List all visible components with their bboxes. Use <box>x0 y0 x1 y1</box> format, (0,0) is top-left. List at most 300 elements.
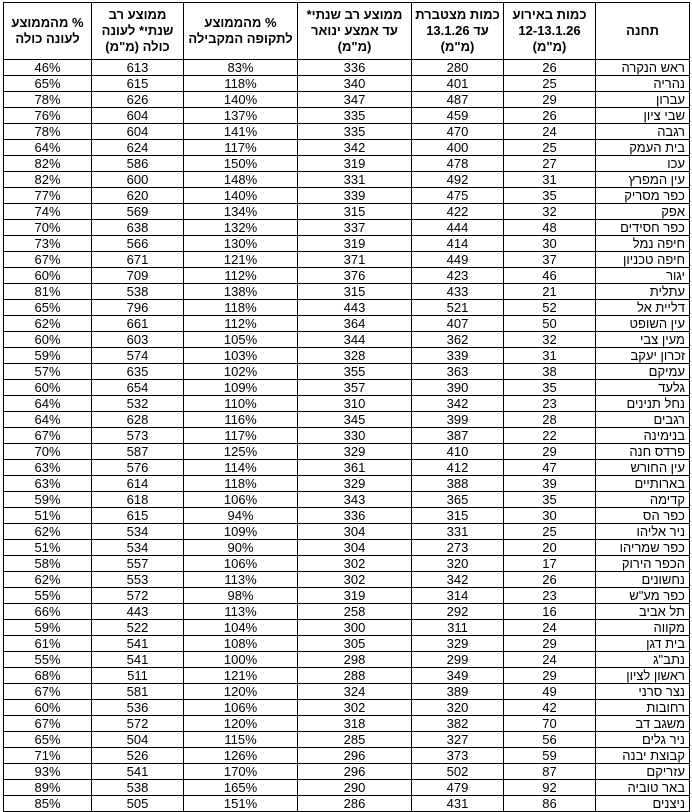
station-cell: ניר אליהו <box>596 524 690 540</box>
event-amount-cell: 46 <box>504 268 596 284</box>
annual-mean-cell: 586 <box>92 156 184 172</box>
percent-of-period-cell: 115% <box>184 732 298 748</box>
table-row <box>4 204 690 220</box>
annual-mean-cell: 566 <box>92 236 184 252</box>
cumulative-amount-cell: 433 <box>412 284 504 300</box>
annual-mean-cell: 587 <box>92 444 184 460</box>
table-row <box>4 620 690 636</box>
period-mean-cell: 330 <box>298 428 412 444</box>
percent-of-period-cell: 118% <box>184 76 298 92</box>
period-mean-cell: 296 <box>298 748 412 764</box>
event-amount-cell: 59 <box>504 748 596 764</box>
period-mean-cell: 329 <box>298 444 412 460</box>
cumulative-amount-cell: 388 <box>412 476 504 492</box>
percent-of-annual-cell: 68% <box>4 668 92 684</box>
period-mean-cell: 285 <box>298 732 412 748</box>
percent-of-period-cell: 114% <box>184 460 298 476</box>
percent-of-period-cell: 118% <box>184 300 298 316</box>
percent-of-period-cell: 106% <box>184 492 298 508</box>
percent-of-annual-cell: 55% <box>4 652 92 668</box>
annual-mean-cell: 522 <box>92 620 184 636</box>
cumulative-amount-cell: 478 <box>412 156 504 172</box>
annual-mean-cell: 620 <box>92 188 184 204</box>
period-mean-cell: 336 <box>298 508 412 524</box>
period-mean-cell: 305 <box>298 636 412 652</box>
cumulative-amount-cell: 292 <box>412 604 504 620</box>
event-amount-cell: 24 <box>504 124 596 140</box>
annual-mean-cell: 576 <box>92 460 184 476</box>
cumulative-amount-cell: 365 <box>412 492 504 508</box>
period-mean-cell: 300 <box>298 620 412 636</box>
percent-of-period-cell: 83% <box>184 60 298 76</box>
annual-mean-cell: 654 <box>92 380 184 396</box>
table-row <box>4 156 690 172</box>
percent-of-annual-cell: 63% <box>4 460 92 476</box>
percent-of-period-cell: 138% <box>184 284 298 300</box>
table-row <box>4 332 690 348</box>
percent-of-annual-cell: 89% <box>4 780 92 796</box>
header-event-amount: כמות באירוע 12-13.1.26 (מ"מ) <box>504 3 596 60</box>
period-mean-cell: 318 <box>298 716 412 732</box>
annual-mean-cell: 505 <box>92 796 184 812</box>
rainfall-table <box>3 2 690 812</box>
cumulative-amount-cell: 401 <box>412 76 504 92</box>
cumulative-amount-cell: 349 <box>412 668 504 684</box>
period-mean-cell: 342 <box>298 140 412 156</box>
table-row <box>4 780 690 796</box>
table-row <box>4 236 690 252</box>
event-amount-cell: 52 <box>504 300 596 316</box>
annual-mean-cell: 600 <box>92 172 184 188</box>
percent-of-annual-cell: 77% <box>4 188 92 204</box>
table-row <box>4 300 690 316</box>
percent-of-period-cell: 148% <box>184 172 298 188</box>
cumulative-amount-cell: 382 <box>412 716 504 732</box>
event-amount-cell: 20 <box>504 540 596 556</box>
cumulative-amount-cell: 320 <box>412 556 504 572</box>
period-mean-cell: 302 <box>298 572 412 588</box>
percent-of-annual-cell: 67% <box>4 428 92 444</box>
annual-mean-cell: 604 <box>92 124 184 140</box>
period-mean-cell: 343 <box>298 492 412 508</box>
percent-of-annual-cell: 57% <box>4 364 92 380</box>
station-cell: עין המפרץ <box>596 172 690 188</box>
period-mean-cell: 357 <box>298 380 412 396</box>
annual-mean-cell: 541 <box>92 652 184 668</box>
cumulative-amount-cell: 423 <box>412 268 504 284</box>
table-row <box>4 524 690 540</box>
period-mean-cell: 302 <box>298 700 412 716</box>
cumulative-amount-cell: 280 <box>412 60 504 76</box>
percent-of-annual-cell: 74% <box>4 204 92 220</box>
table-row <box>4 700 690 716</box>
percent-of-annual-cell: 62% <box>4 316 92 332</box>
period-mean-cell: 336 <box>298 60 412 76</box>
cumulative-amount-cell: 412 <box>412 460 504 476</box>
event-amount-cell: 32 <box>504 332 596 348</box>
table-row <box>4 316 690 332</box>
station-cell: כפר שמריהו <box>596 540 690 556</box>
percent-of-annual-cell: 82% <box>4 156 92 172</box>
percent-of-period-cell: 134% <box>184 204 298 220</box>
station-cell: פרדס חנה <box>596 444 690 460</box>
percent-of-period-cell: 112% <box>184 316 298 332</box>
percent-of-annual-cell: 62% <box>4 524 92 540</box>
percent-of-annual-cell: 64% <box>4 412 92 428</box>
event-amount-cell: 92 <box>504 780 596 796</box>
period-mean-cell: 331 <box>298 172 412 188</box>
event-amount-cell: 17 <box>504 556 596 572</box>
table-row <box>4 220 690 236</box>
event-amount-cell: 35 <box>504 188 596 204</box>
cumulative-amount-cell: 487 <box>412 92 504 108</box>
percent-of-annual-cell: 59% <box>4 492 92 508</box>
event-amount-cell: 28 <box>504 412 596 428</box>
table-row <box>4 60 690 76</box>
annual-mean-cell: 538 <box>92 780 184 796</box>
event-amount-cell: 24 <box>504 652 596 668</box>
event-amount-cell: 25 <box>504 140 596 156</box>
period-mean-cell: 328 <box>298 348 412 364</box>
percent-of-annual-cell: 67% <box>4 716 92 732</box>
percent-of-period-cell: 118% <box>184 476 298 492</box>
station-cell: הכפר הירוק <box>596 556 690 572</box>
percent-of-period-cell: 117% <box>184 428 298 444</box>
annual-mean-cell: 796 <box>92 300 184 316</box>
event-amount-cell: 56 <box>504 732 596 748</box>
percent-of-annual-cell: 46% <box>4 60 92 76</box>
table-row <box>4 428 690 444</box>
cumulative-amount-cell: 342 <box>412 572 504 588</box>
period-mean-cell: 339 <box>298 188 412 204</box>
period-mean-cell: 364 <box>298 316 412 332</box>
percent-of-period-cell: 140% <box>184 188 298 204</box>
event-amount-cell: 27 <box>504 156 596 172</box>
header-multi-year-mean-to-mid-january: ממוצע רב שנתי* עד אמצע ינואר (מ"מ) <box>298 3 412 60</box>
event-amount-cell: 21 <box>504 284 596 300</box>
event-amount-cell: 31 <box>504 348 596 364</box>
percent-of-period-cell: 105% <box>184 332 298 348</box>
percent-of-annual-cell: 70% <box>4 220 92 236</box>
event-amount-cell: 30 <box>504 236 596 252</box>
cumulative-amount-cell: 470 <box>412 124 504 140</box>
event-amount-cell: 49 <box>504 684 596 700</box>
event-amount-cell: 32 <box>504 204 596 220</box>
percent-of-annual-cell: 64% <box>4 140 92 156</box>
event-amount-cell: 37 <box>504 252 596 268</box>
table-row <box>4 412 690 428</box>
annual-mean-cell: 581 <box>92 684 184 700</box>
station-cell: נתב"ג <box>596 652 690 668</box>
period-mean-cell: 290 <box>298 780 412 796</box>
cumulative-amount-cell: 407 <box>412 316 504 332</box>
table-row <box>4 348 690 364</box>
annual-mean-cell: 526 <box>92 748 184 764</box>
annual-mean-cell: 635 <box>92 364 184 380</box>
cumulative-amount-cell: 339 <box>412 348 504 364</box>
percent-of-period-cell: 110% <box>184 396 298 412</box>
annual-mean-cell: 534 <box>92 540 184 556</box>
station-cell: משגב דב <box>596 716 690 732</box>
cumulative-amount-cell: 320 <box>412 700 504 716</box>
percent-of-annual-cell: 65% <box>4 732 92 748</box>
annual-mean-cell: 628 <box>92 412 184 428</box>
period-mean-cell: 288 <box>298 668 412 684</box>
event-amount-cell: 23 <box>504 588 596 604</box>
event-amount-cell: 16 <box>504 604 596 620</box>
percent-of-annual-cell: 58% <box>4 556 92 572</box>
percent-of-period-cell: 150% <box>184 156 298 172</box>
percent-of-annual-cell: 76% <box>4 108 92 124</box>
percent-of-period-cell: 113% <box>184 572 298 588</box>
period-mean-cell: 319 <box>298 236 412 252</box>
header-percent-of-annual-mean: % מהממוצע לעונה כולה <box>4 3 92 60</box>
annual-mean-cell: 569 <box>92 204 184 220</box>
table-row <box>4 284 690 300</box>
event-amount-cell: 48 <box>504 220 596 236</box>
percent-of-annual-cell: 85% <box>4 796 92 812</box>
event-amount-cell: 29 <box>504 668 596 684</box>
annual-mean-cell: 572 <box>92 588 184 604</box>
annual-mean-cell: 626 <box>92 92 184 108</box>
station-cell: אפק <box>596 204 690 220</box>
header-row <box>4 3 690 60</box>
table-row <box>4 492 690 508</box>
station-cell: יגור <box>596 268 690 284</box>
station-cell: עין החורש <box>596 460 690 476</box>
station-cell: זכרון יעקב <box>596 348 690 364</box>
table-row <box>4 556 690 572</box>
table-row <box>4 748 690 764</box>
event-amount-cell: 50 <box>504 316 596 332</box>
percent-of-period-cell: 140% <box>184 92 298 108</box>
station-cell: גלעד <box>596 380 690 396</box>
station-cell: נצר סרני <box>596 684 690 700</box>
percent-of-annual-cell: 67% <box>4 684 92 700</box>
period-mean-cell: 304 <box>298 524 412 540</box>
table-row <box>4 732 690 748</box>
cumulative-amount-cell: 444 <box>412 220 504 236</box>
event-amount-cell: 70 <box>504 716 596 732</box>
table-row <box>4 476 690 492</box>
percent-of-period-cell: 130% <box>184 236 298 252</box>
cumulative-amount-cell: 479 <box>412 780 504 796</box>
percent-of-period-cell: 120% <box>184 716 298 732</box>
station-cell: עתלית <box>596 284 690 300</box>
annual-mean-cell: 536 <box>92 700 184 716</box>
station-cell: ראשון לציון <box>596 668 690 684</box>
percent-of-annual-cell: 60% <box>4 380 92 396</box>
percent-of-period-cell: 109% <box>184 380 298 396</box>
period-mean-cell: 337 <box>298 220 412 236</box>
percent-of-period-cell: 121% <box>184 252 298 268</box>
station-cell: עמיקם <box>596 364 690 380</box>
percent-of-annual-cell: 60% <box>4 268 92 284</box>
event-amount-cell: 87 <box>504 764 596 780</box>
event-amount-cell: 38 <box>504 364 596 380</box>
station-cell: בית העמק <box>596 140 690 156</box>
event-amount-cell: 25 <box>504 524 596 540</box>
station-cell: ניצנים <box>596 796 690 812</box>
table-row <box>4 140 690 156</box>
table-row <box>4 684 690 700</box>
period-mean-cell: 298 <box>298 652 412 668</box>
annual-mean-cell: 604 <box>92 108 184 124</box>
station-cell: ניר גלים <box>596 732 690 748</box>
cumulative-amount-cell: 311 <box>412 620 504 636</box>
station-cell: בארותיים <box>596 476 690 492</box>
station-cell: שבי ציון <box>596 108 690 124</box>
period-mean-cell: 319 <box>298 588 412 604</box>
percent-of-period-cell: 106% <box>184 700 298 716</box>
station-cell: עברון <box>596 92 690 108</box>
percent-of-period-cell: 113% <box>184 604 298 620</box>
percent-of-period-cell: 104% <box>184 620 298 636</box>
table-row <box>4 188 690 204</box>
percent-of-period-cell: 109% <box>184 524 298 540</box>
station-cell: רגבים <box>596 412 690 428</box>
table-row <box>4 636 690 652</box>
table-row <box>4 764 690 780</box>
header-annual-mean: ממוצע רב שנתי* לעונה כולה (מ"מ) <box>92 3 184 60</box>
percent-of-annual-cell: 66% <box>4 604 92 620</box>
event-amount-cell: 47 <box>504 460 596 476</box>
percent-of-annual-cell: 78% <box>4 124 92 140</box>
percent-of-annual-cell: 51% <box>4 508 92 524</box>
period-mean-cell: 324 <box>298 684 412 700</box>
percent-of-annual-cell: 59% <box>4 348 92 364</box>
percent-of-annual-cell: 60% <box>4 700 92 716</box>
percent-of-annual-cell: 73% <box>4 236 92 252</box>
cumulative-amount-cell: 410 <box>412 444 504 460</box>
cumulative-amount-cell: 327 <box>412 732 504 748</box>
event-amount-cell: 30 <box>504 508 596 524</box>
table-row <box>4 108 690 124</box>
station-cell: כפר חסידים <box>596 220 690 236</box>
annual-mean-cell: 614 <box>92 476 184 492</box>
percent-of-annual-cell: 70% <box>4 444 92 460</box>
cumulative-amount-cell: 475 <box>412 188 504 204</box>
percent-of-period-cell: 170% <box>184 764 298 780</box>
event-amount-cell: 35 <box>504 380 596 396</box>
station-cell: חיפה נמל <box>596 236 690 252</box>
annual-mean-cell: 541 <box>92 636 184 652</box>
table-row <box>4 652 690 668</box>
table-row <box>4 380 690 396</box>
station-cell: מקווה <box>596 620 690 636</box>
period-mean-cell: 315 <box>298 204 412 220</box>
period-mean-cell: 315 <box>298 284 412 300</box>
percent-of-period-cell: 125% <box>184 444 298 460</box>
station-cell: כפר מע"ש <box>596 588 690 604</box>
table-row <box>4 508 690 524</box>
percent-of-period-cell: 94% <box>184 508 298 524</box>
percent-of-annual-cell: 59% <box>4 620 92 636</box>
percent-of-period-cell: 165% <box>184 780 298 796</box>
annual-mean-cell: 618 <box>92 492 184 508</box>
period-mean-cell: 304 <box>298 540 412 556</box>
annual-mean-cell: 504 <box>92 732 184 748</box>
table-row <box>4 172 690 188</box>
station-cell: קדימה <box>596 492 690 508</box>
period-mean-cell: 310 <box>298 396 412 412</box>
annual-mean-cell: 573 <box>92 428 184 444</box>
annual-mean-cell: 574 <box>92 348 184 364</box>
table-row <box>4 668 690 684</box>
percent-of-annual-cell: 63% <box>4 476 92 492</box>
annual-mean-cell: 532 <box>92 396 184 412</box>
percent-of-period-cell: 121% <box>184 668 298 684</box>
cumulative-amount-cell: 342 <box>412 396 504 412</box>
station-cell: בנימינה <box>596 428 690 444</box>
event-amount-cell: 35 <box>504 492 596 508</box>
cumulative-amount-cell: 389 <box>412 684 504 700</box>
percent-of-annual-cell: 82% <box>4 172 92 188</box>
cumulative-amount-cell: 431 <box>412 796 504 812</box>
percent-of-period-cell: 151% <box>184 796 298 812</box>
station-cell: עזריקם <box>596 764 690 780</box>
annual-mean-cell: 534 <box>92 524 184 540</box>
station-cell: בית דגן <box>596 636 690 652</box>
event-amount-cell: 31 <box>504 172 596 188</box>
table-row <box>4 572 690 588</box>
cumulative-amount-cell: 521 <box>412 300 504 316</box>
station-cell: ראש הנקרה <box>596 60 690 76</box>
period-mean-cell: 296 <box>298 764 412 780</box>
station-cell: נחשונים <box>596 572 690 588</box>
cumulative-amount-cell: 387 <box>412 428 504 444</box>
table-row <box>4 588 690 604</box>
percent-of-period-cell: 132% <box>184 220 298 236</box>
station-cell: רגבה <box>596 124 690 140</box>
event-amount-cell: 86 <box>504 796 596 812</box>
table-row <box>4 796 690 812</box>
event-amount-cell: 29 <box>504 92 596 108</box>
period-mean-cell: 319 <box>298 156 412 172</box>
cumulative-amount-cell: 299 <box>412 652 504 668</box>
annual-mean-cell: 511 <box>92 668 184 684</box>
cumulative-amount-cell: 459 <box>412 108 504 124</box>
table-row <box>4 604 690 620</box>
period-mean-cell: 335 <box>298 108 412 124</box>
period-mean-cell: 347 <box>298 92 412 108</box>
annual-mean-cell: 638 <box>92 220 184 236</box>
period-mean-cell: 258 <box>298 604 412 620</box>
header-station: תחנה <box>596 3 690 60</box>
cumulative-amount-cell: 329 <box>412 636 504 652</box>
annual-mean-cell: 661 <box>92 316 184 332</box>
period-mean-cell: 371 <box>298 252 412 268</box>
percent-of-annual-cell: 78% <box>4 92 92 108</box>
station-cell: נחל תנינים <box>596 396 690 412</box>
cumulative-amount-cell: 362 <box>412 332 504 348</box>
cumulative-amount-cell: 331 <box>412 524 504 540</box>
period-mean-cell: 302 <box>298 556 412 572</box>
annual-mean-cell: 624 <box>92 140 184 156</box>
percent-of-period-cell: 112% <box>184 268 298 284</box>
cumulative-amount-cell: 373 <box>412 748 504 764</box>
table-row <box>4 396 690 412</box>
event-amount-cell: 23 <box>504 396 596 412</box>
station-cell: כפר הס <box>596 508 690 524</box>
station-cell: כפר מסריק <box>596 188 690 204</box>
table-row <box>4 444 690 460</box>
percent-of-annual-cell: 93% <box>4 764 92 780</box>
percent-of-annual-cell: 65% <box>4 300 92 316</box>
percent-of-period-cell: 103% <box>184 348 298 364</box>
event-amount-cell: 26 <box>504 572 596 588</box>
annual-mean-cell: 709 <box>92 268 184 284</box>
